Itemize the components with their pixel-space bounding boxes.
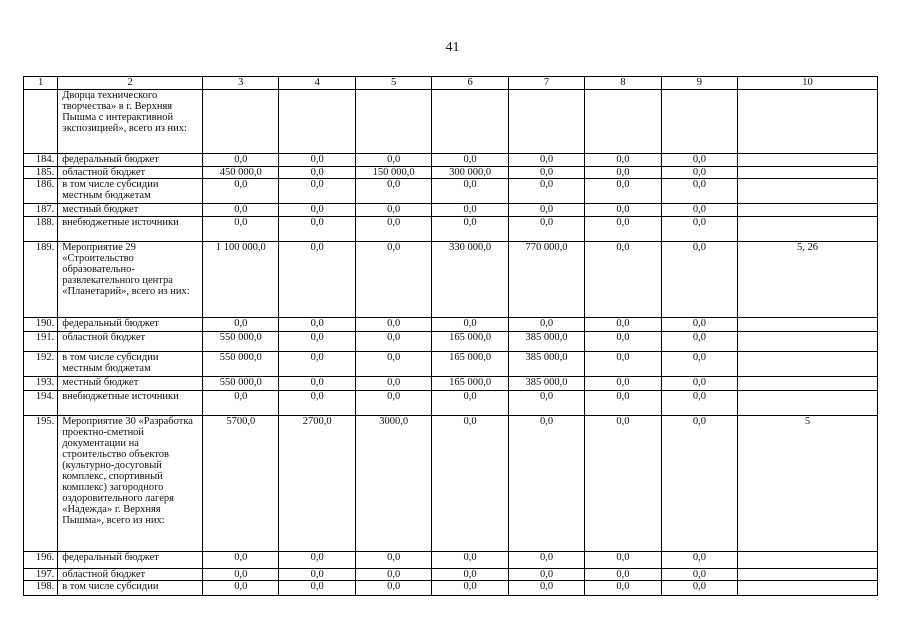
value-cell: 0,0 <box>203 391 279 416</box>
value-cell: 0,0 <box>203 154 279 167</box>
table-row <box>24 552 878 569</box>
row-number: 197. <box>24 569 58 581</box>
value-cell: 0,0 <box>203 204 279 217</box>
value-cell: 0,0 <box>355 391 431 416</box>
value-cell: 0,0 <box>279 332 355 352</box>
value-cell: 0,0 <box>585 581 661 596</box>
value-cell: 0,0 <box>279 352 355 377</box>
value-cell: 0,0 <box>355 332 431 352</box>
value-cell: 550 000,0 <box>203 332 279 352</box>
column-header: 4 <box>279 77 355 90</box>
reference-cell <box>738 318 878 332</box>
row-description: в том числе субсидии местным бюджетам <box>58 179 203 204</box>
row-description: Мероприятие 29 «Строительство образовательно-развлекательного центра «Планетарий», всего из них: <box>58 242 203 318</box>
value-cell: 0,0 <box>585 318 661 332</box>
value-cell <box>279 90 355 154</box>
row-description: Дворца технического творчества» в г. Верхняя Пышма с интерактивной экспозицией», всего из них: <box>58 90 203 154</box>
row-description: местный бюджет <box>58 377 203 391</box>
value-cell: 300 000,0 <box>432 167 508 179</box>
value-cell: 0,0 <box>355 154 431 167</box>
value-cell: 0,0 <box>661 154 737 167</box>
value-cell: 0,0 <box>585 552 661 569</box>
column-header: 10 <box>738 77 878 90</box>
row-description: федеральный бюджет <box>58 552 203 569</box>
row-description: областной бюджет <box>58 569 203 581</box>
value-cell: 0,0 <box>432 154 508 167</box>
value-cell: 0,0 <box>585 391 661 416</box>
table-row <box>24 332 878 352</box>
reference-cell <box>738 154 878 167</box>
table-row <box>24 352 878 377</box>
column-header: 3 <box>203 77 279 90</box>
reference-cell <box>738 552 878 569</box>
reference-cell: 5, 26 <box>738 242 878 318</box>
value-cell: 0,0 <box>508 217 584 242</box>
value-cell: 0,0 <box>432 569 508 581</box>
value-cell: 0,0 <box>432 416 508 552</box>
reference-cell <box>738 352 878 377</box>
value-cell: 0,0 <box>203 318 279 332</box>
row-number: 192. <box>24 352 58 377</box>
reference-cell <box>738 391 878 416</box>
value-cell: 0,0 <box>279 154 355 167</box>
row-number: 198. <box>24 581 58 596</box>
value-cell: 0,0 <box>508 416 584 552</box>
value-cell: 0,0 <box>203 552 279 569</box>
row-description: внебюджетные источники <box>58 217 203 242</box>
value-cell: 330 000,0 <box>432 242 508 318</box>
table-row <box>24 569 878 581</box>
row-number: 195. <box>24 416 58 552</box>
value-cell: 0,0 <box>661 391 737 416</box>
value-cell: 0,0 <box>661 581 737 596</box>
column-header: 6 <box>432 77 508 90</box>
value-cell: 0,0 <box>585 352 661 377</box>
value-cell: 0,0 <box>585 154 661 167</box>
value-cell: 0,0 <box>508 552 584 569</box>
value-cell: 0,0 <box>661 242 737 318</box>
value-cell: 0,0 <box>279 179 355 204</box>
value-cell: 0,0 <box>355 552 431 569</box>
value-cell: 0,0 <box>585 242 661 318</box>
value-cell: 0,0 <box>432 179 508 204</box>
value-cell: 0,0 <box>585 377 661 391</box>
value-cell: 0,0 <box>432 581 508 596</box>
reference-cell <box>738 167 878 179</box>
value-cell: 0,0 <box>355 242 431 318</box>
value-cell: 0,0 <box>279 377 355 391</box>
value-cell: 0,0 <box>508 581 584 596</box>
value-cell: 0,0 <box>661 377 737 391</box>
table-row <box>24 90 878 154</box>
budget-table <box>23 76 878 596</box>
value-cell: 0,0 <box>661 416 737 552</box>
reference-cell <box>738 332 878 352</box>
table-row <box>24 581 878 596</box>
row-description: федеральный бюджет <box>58 154 203 167</box>
value-cell: 0,0 <box>432 217 508 242</box>
value-cell: 0,0 <box>661 179 737 204</box>
value-cell: 0,0 <box>585 332 661 352</box>
value-cell: 0,0 <box>279 569 355 581</box>
table-row <box>24 204 878 217</box>
value-cell: 0,0 <box>355 318 431 332</box>
value-cell: 0,0 <box>585 204 661 217</box>
value-cell: 0,0 <box>585 217 661 242</box>
value-cell: 0,0 <box>279 581 355 596</box>
value-cell: 0,0 <box>661 569 737 581</box>
row-number: 186. <box>24 179 58 204</box>
row-description: Мероприятие 30 «Разработка проектно-сметной документации на строительство объектов (культурно-досуговый комплекс, спортивный комплекс) загородного оздоровительного лагеря «Надежда» г. Верхняя Пышма», всего из них: <box>58 416 203 552</box>
row-number: 191. <box>24 332 58 352</box>
row-number: 187. <box>24 204 58 217</box>
value-cell: 0,0 <box>355 204 431 217</box>
page-number: 41 <box>445 40 460 55</box>
row-number: 190. <box>24 318 58 332</box>
value-cell: 0,0 <box>585 167 661 179</box>
reference-cell: 5 <box>738 416 878 552</box>
value-cell: 3000,0 <box>355 416 431 552</box>
value-cell: 1 100 000,0 <box>203 242 279 318</box>
value-cell: 0,0 <box>279 204 355 217</box>
value-cell: 0,0 <box>203 217 279 242</box>
table-row <box>24 318 878 332</box>
row-number: 194. <box>24 391 58 416</box>
value-cell: 0,0 <box>585 416 661 552</box>
value-cell: 0,0 <box>432 552 508 569</box>
value-cell: 0,0 <box>432 204 508 217</box>
table-row <box>24 217 878 242</box>
value-cell: 150 000,0 <box>355 167 431 179</box>
header-row <box>24 77 878 90</box>
column-header: 9 <box>661 77 737 90</box>
value-cell: 0,0 <box>355 569 431 581</box>
value-cell: 0,0 <box>203 569 279 581</box>
value-cell: 385 000,0 <box>508 352 584 377</box>
row-number: 188. <box>24 217 58 242</box>
value-cell: 0,0 <box>355 179 431 204</box>
value-cell: 0,0 <box>355 581 431 596</box>
value-cell: 0,0 <box>355 352 431 377</box>
row-number: 193. <box>24 377 58 391</box>
value-cell <box>355 90 431 154</box>
row-description: местный бюджет <box>58 204 203 217</box>
value-cell: 0,0 <box>508 569 584 581</box>
value-cell: 0,0 <box>508 318 584 332</box>
row-description: областной бюджет <box>58 167 203 179</box>
value-cell: 0,0 <box>661 167 737 179</box>
value-cell: 0,0 <box>508 204 584 217</box>
row-description: в том числе субсидии <box>58 581 203 596</box>
value-cell: 0,0 <box>661 217 737 242</box>
row-description: внебюджетные источники <box>58 391 203 416</box>
column-header: 5 <box>355 77 431 90</box>
value-cell: 550 000,0 <box>203 352 279 377</box>
column-header: 8 <box>585 77 661 90</box>
value-cell: 0,0 <box>508 167 584 179</box>
value-cell: 0,0 <box>661 318 737 332</box>
value-cell: 165 000,0 <box>432 352 508 377</box>
value-cell: 550 000,0 <box>203 377 279 391</box>
value-cell: 385 000,0 <box>508 332 584 352</box>
value-cell: 0,0 <box>432 318 508 332</box>
table-row <box>24 377 878 391</box>
reference-cell <box>738 377 878 391</box>
row-description: областной бюджет <box>58 332 203 352</box>
value-cell: 0,0 <box>585 569 661 581</box>
value-cell: 770 000,0 <box>508 242 584 318</box>
value-cell: 165 000,0 <box>432 332 508 352</box>
value-cell <box>203 90 279 154</box>
value-cell <box>432 90 508 154</box>
reference-cell <box>738 90 878 154</box>
reference-cell <box>738 204 878 217</box>
row-number: 185. <box>24 167 58 179</box>
value-cell: 0,0 <box>661 204 737 217</box>
reference-cell <box>738 569 878 581</box>
value-cell: 2700,0 <box>279 416 355 552</box>
value-cell: 0,0 <box>279 217 355 242</box>
table-row <box>24 154 878 167</box>
row-number: 184. <box>24 154 58 167</box>
value-cell: 0,0 <box>279 391 355 416</box>
value-cell: 0,0 <box>661 332 737 352</box>
value-cell: 0,0 <box>279 167 355 179</box>
value-cell <box>508 90 584 154</box>
value-cell: 0,0 <box>279 242 355 318</box>
reference-cell <box>738 581 878 596</box>
value-cell: 0,0 <box>203 581 279 596</box>
row-number: 189. <box>24 242 58 318</box>
value-cell: 0,0 <box>508 391 584 416</box>
value-cell: 0,0 <box>661 552 737 569</box>
table-row <box>24 416 878 552</box>
row-number: 196. <box>24 552 58 569</box>
value-cell: 0,0 <box>279 552 355 569</box>
row-description: федеральный бюджет <box>58 318 203 332</box>
column-header: 7 <box>508 77 584 90</box>
column-header: 2 <box>58 77 203 90</box>
value-cell: 0,0 <box>355 217 431 242</box>
value-cell <box>661 90 737 154</box>
reference-cell <box>738 179 878 204</box>
value-cell: 0,0 <box>661 352 737 377</box>
row-description: в том числе субсидии местным бюджетам <box>58 352 203 377</box>
row-number <box>24 90 58 154</box>
value-cell: 0,0 <box>432 391 508 416</box>
value-cell: 450 000,0 <box>203 167 279 179</box>
table-row <box>24 242 878 318</box>
table-row <box>24 179 878 204</box>
table-row <box>24 167 878 179</box>
value-cell: 0,0 <box>355 377 431 391</box>
value-cell: 0,0 <box>279 318 355 332</box>
value-cell: 385 000,0 <box>508 377 584 391</box>
column-header: 1 <box>24 77 58 90</box>
value-cell: 5700,0 <box>203 416 279 552</box>
value-cell: 165 000,0 <box>432 377 508 391</box>
value-cell: 0,0 <box>508 154 584 167</box>
table-row <box>24 391 878 416</box>
value-cell <box>585 90 661 154</box>
value-cell: 0,0 <box>203 179 279 204</box>
value-cell: 0,0 <box>508 179 584 204</box>
value-cell: 0,0 <box>585 179 661 204</box>
reference-cell <box>738 217 878 242</box>
